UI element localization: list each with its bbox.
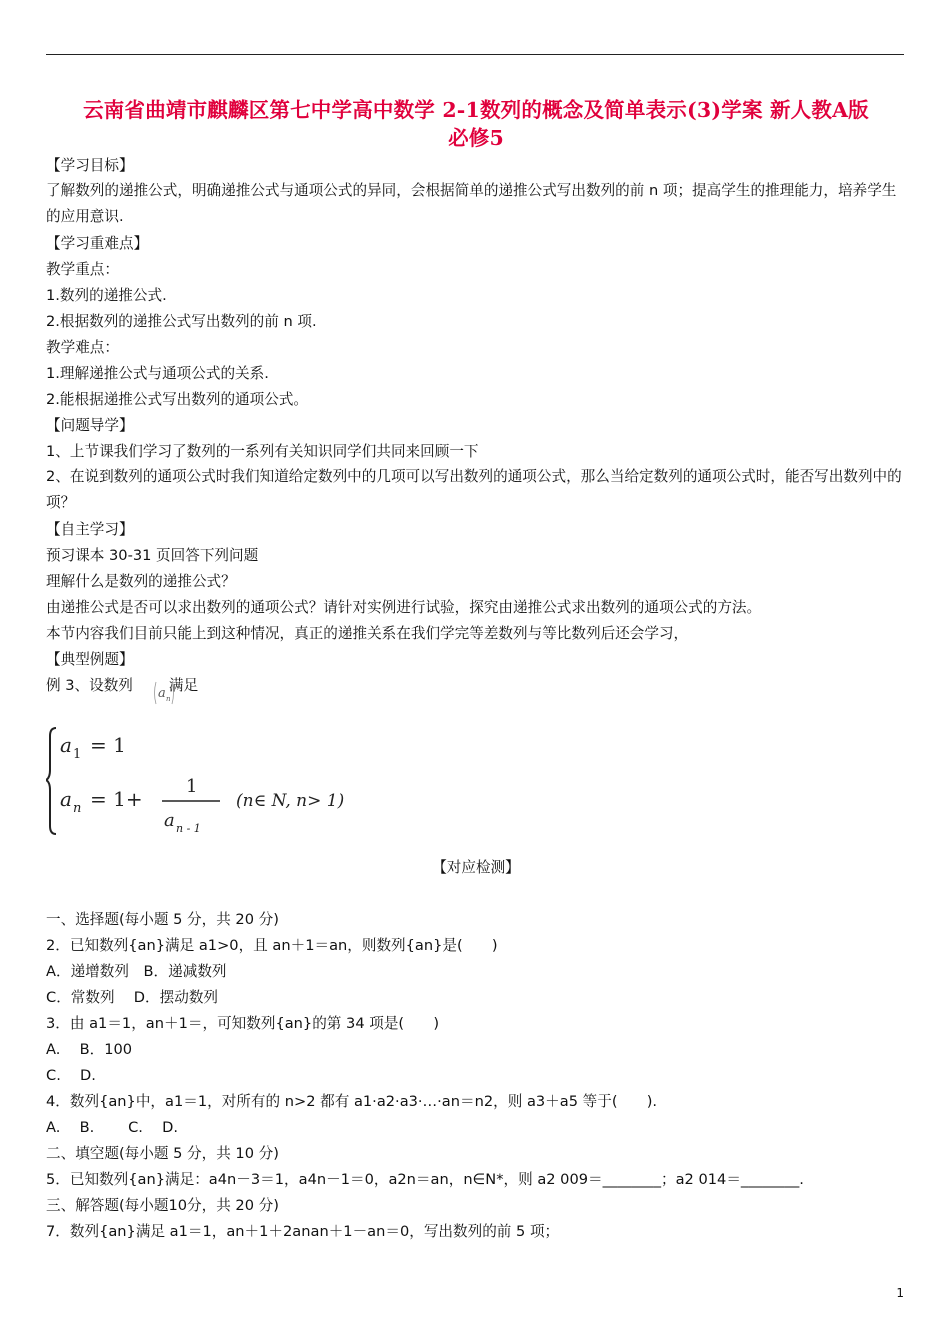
recurrence-formula xyxy=(46,722,398,838)
question-3-options-ab: A. B．100 xyxy=(46,1041,133,1058)
self-study-3: 由递推公式是否可以求出数列的通项公式？请针对实例进行试验，探究由递推公式求出数列的通项公式的方法。 xyxy=(46,599,762,616)
section-heading-self-study: 【自主学习】 xyxy=(46,521,134,538)
objectives-text: 了解数列的递推公式，明确递推公式与通项公式的异同，会根据简单的递推公式写出数列的前 n 项；提高学生的推理能力，培养学生的应用意识. xyxy=(46,182,897,225)
question-2: 2．已知数列{an}满足 a1>0，且 an＋1＝an，则数列{an}是( ) xyxy=(46,937,498,954)
difficult-point-1: 1.理解递推公式与通项公式的关系. xyxy=(46,365,269,382)
section-heading-guide: 【问题导学】 xyxy=(46,417,134,434)
key-point-2: 2.根据数列的递推公式写出数列的前 n 项. xyxy=(46,313,317,330)
section-heading-examples: 【典型例题】 xyxy=(46,651,134,668)
question-3-options-cd: C. D. xyxy=(46,1067,96,1084)
formula-eq2: = 1+ xyxy=(90,787,143,811)
question-7: 7．数列{an}满足 a1＝1，an＋1＋2anan＋1－an＝0，写出数列的前 5 项； xyxy=(46,1223,560,1240)
formula-an: a xyxy=(60,787,72,811)
self-study-4: 本节内容我们目前只能上到这种情况，真正的递推关系在我们学完等差数列与等比数列后还会学习， xyxy=(46,625,689,642)
title-line-2: 必修5 xyxy=(448,126,504,150)
section-heading-check: 【对应检测】 xyxy=(432,859,520,876)
sequence-symbol xyxy=(152,680,176,706)
section-heading-objectives: 【学习目标】 xyxy=(46,157,134,174)
difficult-point-2: 2.能根据递推公式写出数列的通项公式。 xyxy=(46,391,309,408)
top-rule xyxy=(46,54,904,55)
guide-question-1: 1、上节课我们学习了数列的一系列有关知识同学们共同来回顾一下 xyxy=(46,443,479,460)
formula-numerator: 1 xyxy=(186,776,198,797)
page-number: 1 xyxy=(896,1286,904,1300)
question-2-options-cd: C．常数列 D．摆动数列 xyxy=(46,989,219,1006)
self-study-2: 理解什么是数列的递推公式？ xyxy=(46,573,236,590)
key-point-1: 1.数列的递推公式. xyxy=(46,287,167,304)
title-line-1: 云南省曲靖市麒麟区第七中学高中数学 2-1数列的概念及简单表示(3)学案 新人教A版 xyxy=(83,98,869,122)
example-3-prefix: 例 3、设数列 xyxy=(46,677,133,694)
question-3: 3．由 a1＝1，an＋1＝，可知数列{an}的第 34 项是( ) xyxy=(46,1015,440,1032)
question-4-options: A. B. C. D. xyxy=(46,1119,179,1136)
formula-a1: a xyxy=(60,733,72,757)
formula-condition: (n∈ N, n> 1) xyxy=(236,791,345,811)
question-4: 4．数列{an}中，a1＝1，对所有的 n>2 都有 a1·a2·a3·…·an＝n2，则 a3＋a5 等于( ). xyxy=(46,1093,658,1110)
formula-denominator: a xyxy=(164,810,175,831)
formula-eq1: = 1 xyxy=(90,733,126,757)
answer-section-heading: 三、解答题(每小题10分，共 20 分) xyxy=(46,1197,279,1214)
formula-a1-sub: 1 xyxy=(73,747,82,762)
sequence-symbol-a: a xyxy=(158,686,166,701)
question-5: 5．已知数列{an}满足：a4n－3＝1，a4n－1＝0，a2n＝an，n∈N*，则 a2 009＝________；a2 014＝________. xyxy=(46,1171,804,1188)
section-heading-key-points: 【学习重难点】 xyxy=(46,235,149,252)
guide-question-2: 2、在说到数列的通项公式时我们知道给定数列中的几项可以写出数列的通项公式，那么当给定数列的通项公式时，能否写出数列中的项？ xyxy=(46,468,902,511)
formula-an-sub: n xyxy=(73,801,82,816)
question-2-options-ab: A．递增数列 B．递减数列 xyxy=(46,963,227,980)
sequence-symbol-n: n xyxy=(166,695,171,703)
difficult-points-label: 教学难点： xyxy=(46,339,119,356)
mc-section-heading: 一、选择题(每小题 5 分，共 20 分) xyxy=(46,911,279,928)
self-study-1: 预习课本 30-31 页回答下列问题 xyxy=(46,547,259,564)
document-title xyxy=(46,96,906,152)
fill-section-heading: 二、填空题(每小题 5 分，共 10 分) xyxy=(46,1145,279,1162)
example-3-suffix: 满足 xyxy=(168,677,199,694)
key-points-label: 教学重点： xyxy=(46,261,119,278)
formula-denominator-sub: n - 1 xyxy=(176,822,201,835)
